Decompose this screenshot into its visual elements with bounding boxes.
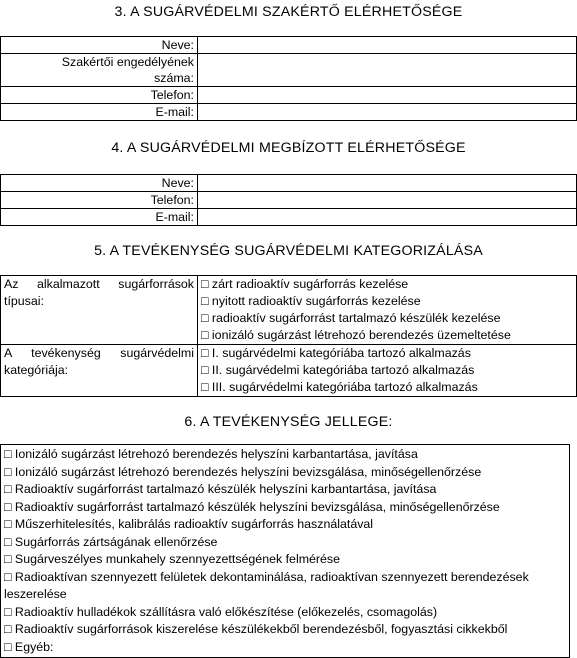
activity-item[interactable]: □ Sugárveszélyes munkahely szennyezettségének felmérése [4, 552, 341, 566]
officer-email-field[interactable] [198, 209, 577, 226]
expert-contact-table [0, 36, 577, 121]
officer-email-label: E-mail: [1, 209, 198, 226]
section-5-title: 5. A TEVÉKENYSÉG SUGÁRVÉDELMI KATEGORIZÁLÁSA [94, 243, 483, 259]
option-ionizing-equipment[interactable]: □ ionizáló sugárzást létrehozó berendezés üzemeltetése [201, 328, 511, 342]
activity-category-label: A tevékenység sugárvédelmi kategóriája: [1, 345, 198, 397]
option-category-1[interactable]: □ I. sugárvédelmi kategóriába tartozó alkalmazás [201, 346, 471, 360]
section-4-title: 4. A SUGÁRVÉDELMI MEGBÍZOTT ELÉRHETŐSÉGE [111, 140, 466, 156]
section-6-title: 6. A TEVÉKENYSÉG JELLEGE: [184, 414, 393, 430]
license-number-label: Szakértői engedélyének száma: [1, 54, 198, 87]
phone-label: Telefon: [1, 87, 198, 104]
activity-type-box [0, 444, 570, 658]
source-types-label: Az alkalmazott sugárforrások típusai: [1, 276, 198, 345]
categorization-table [0, 275, 577, 397]
option-sealed-source[interactable]: □ zárt radioaktív sugárforrás kezelése [201, 277, 409, 291]
officer-contact-table [0, 174, 577, 226]
activity-item[interactable]: □ Radioaktív hulladékok szállításra való előkészítése (előkezelés, csomagolás) [4, 604, 438, 619]
officer-phone-field[interactable] [198, 192, 577, 209]
activity-item[interactable]: □ Sugárforrás zártságának ellenőrzése [4, 534, 218, 549]
officer-name-field[interactable] [198, 175, 577, 192]
email-label: E-mail: [1, 104, 198, 121]
activity-item[interactable]: □ Ionizáló sugárzást létrehozó berendezés helyszíni karbantartása, javítása [4, 447, 418, 461]
license-number-field[interactable] [198, 54, 577, 87]
activity-item[interactable]: □ Műszerhitelesítés, kalibrálás radioaktív sugárforrás használatával [4, 517, 374, 531]
activity-item[interactable]: □ Egyéb: [4, 639, 54, 654]
activity-item[interactable]: □ Radioaktívan szennyezett felületek dekontaminálása, radioaktívan szennyezett berendezések leszerelése [4, 569, 529, 601]
option-device-source[interactable]: □ radioaktív sugárforrást tartalmazó készülék kezelése [201, 311, 501, 325]
activity-item[interactable]: □ Ionizáló sugárzást létrehozó berendezés helyszíni bevizsgálása, minőségellenőrzése [4, 464, 482, 479]
option-open-source[interactable]: □ nyitott radioaktív sugárforrás kezelése [201, 294, 421, 308]
email-field[interactable] [198, 104, 577, 121]
name-field[interactable] [198, 37, 577, 54]
activity-item[interactable]: □ Radioaktív sugárforrást tartalmazó készülék helyszíni karbantartása, javítása [4, 482, 437, 496]
officer-phone-label: Telefon: [1, 192, 198, 209]
option-category-3[interactable]: □ III. sugárvédelmi kategóriába tartozó alkalmazás [201, 380, 478, 394]
officer-name-label: Neve: [1, 175, 198, 192]
activity-item[interactable]: □ Radioaktív sugárforrások kiszerelése készülékekből berendezésből, fogyasztási cikkekből [4, 622, 508, 636]
option-category-2[interactable]: □ II. sugárvédelmi kategóriába tartozó alkalmazás [201, 363, 475, 377]
phone-field[interactable] [198, 87, 577, 104]
section-3-title: 3. A SUGÁRVÉDELMI SZAKÉRTŐ ELÉRHETŐSÉGE [114, 4, 463, 20]
source-types-options [198, 276, 577, 345]
activity-category-options [198, 345, 577, 397]
name-label: Neve: [1, 37, 198, 54]
activity-item[interactable]: □ Radioaktív sugárforrást tartalmazó készülék helyszíni bevizsgálása, minőségellenőrzése [4, 499, 500, 514]
